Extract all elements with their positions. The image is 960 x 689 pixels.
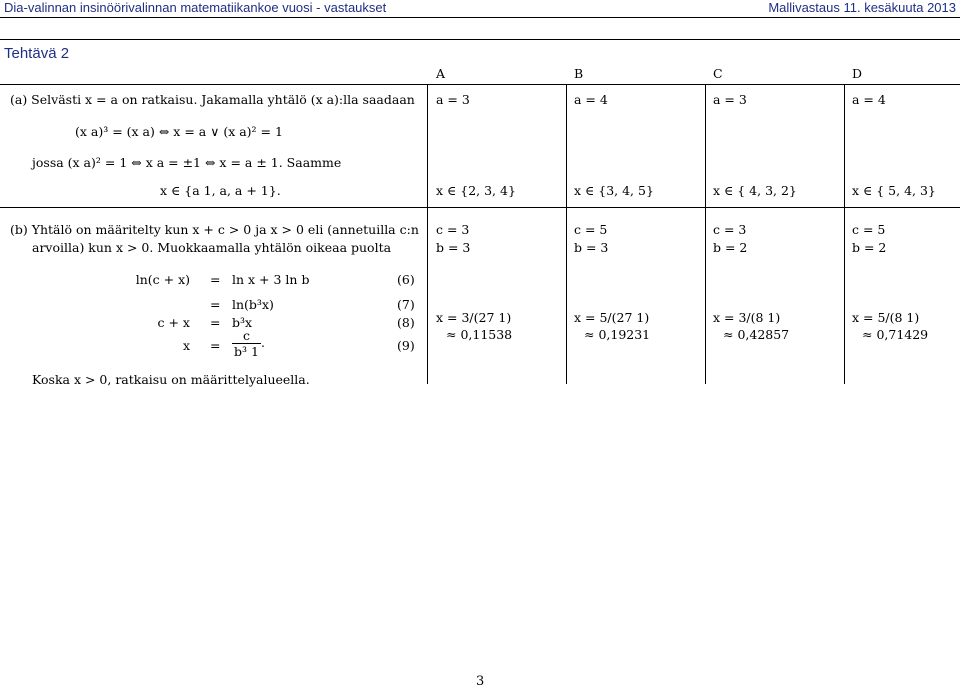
b-value-b: b = 3 [574,240,609,255]
set-b: x ∈ {3, 4, 5} [574,183,654,198]
eq8-equals: = [210,315,221,330]
column-header-a: A [436,66,446,81]
column-divider-2 [566,84,567,384]
eq9-denominator: b³ 1 [234,344,259,359]
eq7-number: (7) [397,297,415,312]
column-divider-3 [705,84,706,384]
eq8-number: (8) [397,315,415,330]
part-a-bottom-rule [0,207,960,208]
table-header-rule [0,84,960,85]
column-header-b: B [574,66,584,81]
a-value-a: a = 3 [436,92,470,107]
page-number: 3 [476,674,485,689]
approx-c: ≈ 0,42857 [723,327,790,342]
set-d: x ∈ { 5, 4, 3} [852,183,936,198]
part-a-line2: jossa (x a)² = 1 ⇔ x a = ±1 ⇔ x = a ± 1. Saamme [32,155,342,170]
x-expr-b: x = 5/(27 1) [574,310,650,325]
part-b-intro-line2: arvoilla) kun x > 0. Muokkaamalla yhtälön oikeaa puolta [32,240,392,255]
eq8-lhs: c + x [157,315,190,330]
c-value-c: c = 3 [713,222,747,237]
column-header-d: D [852,66,863,81]
approx-b: ≈ 0,19231 [584,327,651,342]
eq6-number: (6) [397,272,415,287]
approx-a: ≈ 0,11538 [446,327,513,342]
part-b-conclusion: Koska x > 0, ratkaisu on määrittelyalueella. [32,372,310,387]
part-a-intro: (a) Selvästi x = a on ratkaisu. Jakamalla yhtälö (x a):lla saadaan [10,92,415,107]
part-b-intro-line1: (b) Yhtälö on määritelty kun x + c > 0 ja x > 0 eli (annetuilla c:n [10,222,419,237]
a-value-c: a = 3 [713,92,747,107]
x-expr-a: x = 3/(27 1) [436,310,512,325]
eq6-equals: = [210,272,221,287]
column-header-c: C [713,66,723,81]
eq6-rhs: ln x + 3 ln b [232,272,310,287]
column-divider-4 [844,84,845,384]
document-header-date: Mallivastaus 11. kesäkuuta 2013 [768,0,956,15]
part-a-equation: (x a)³ = (x a) ⇔ x = a ∨ (x a)² = 1 [75,124,283,139]
b-value-d: b = 2 [852,240,887,255]
header-rule [0,17,960,18]
part-a-result: x ∈ {a 1, a, a + 1}. [160,183,281,198]
b-value-c: b = 2 [713,240,748,255]
approx-d: ≈ 0,71429 [862,327,929,342]
a-value-b: a = 4 [574,92,608,107]
eq9-equals: = [210,338,221,353]
c-value-a: c = 3 [436,222,470,237]
eq9-numerator: c [232,328,261,344]
document-header-title: Dia-valinnan insinöörivalinnan matematiikankoe vuosi - vastaukset [4,0,387,15]
eq9-lhs: x [182,338,190,353]
task-title: Tehtävä 2 [4,45,70,62]
x-expr-c: x = 3/(8 1) [713,310,781,325]
eq7-rhs: ln(b³x) [232,297,274,312]
set-c: x ∈ { 4, 3, 2} [713,183,797,198]
a-value-d: a = 4 [852,92,886,107]
eq9-rhs-fraction: $\frac{c}{\text{b³ 1}}$ . [234,328,265,359]
c-value-b: c = 5 [574,222,608,237]
c-value-d: c = 5 [852,222,886,237]
eq8-rhs: b³x [232,315,253,330]
b-value-a: b = 3 [436,240,471,255]
eq9-number: (9) [397,338,415,353]
eq7-equals: = [210,297,221,312]
section-rule [0,39,960,40]
set-a: x ∈ {2, 3, 4} [436,183,516,198]
x-expr-d: x = 5/(8 1) [852,310,920,325]
eq6-lhs: ln(c + x) [135,272,190,287]
column-divider-1 [427,84,428,384]
